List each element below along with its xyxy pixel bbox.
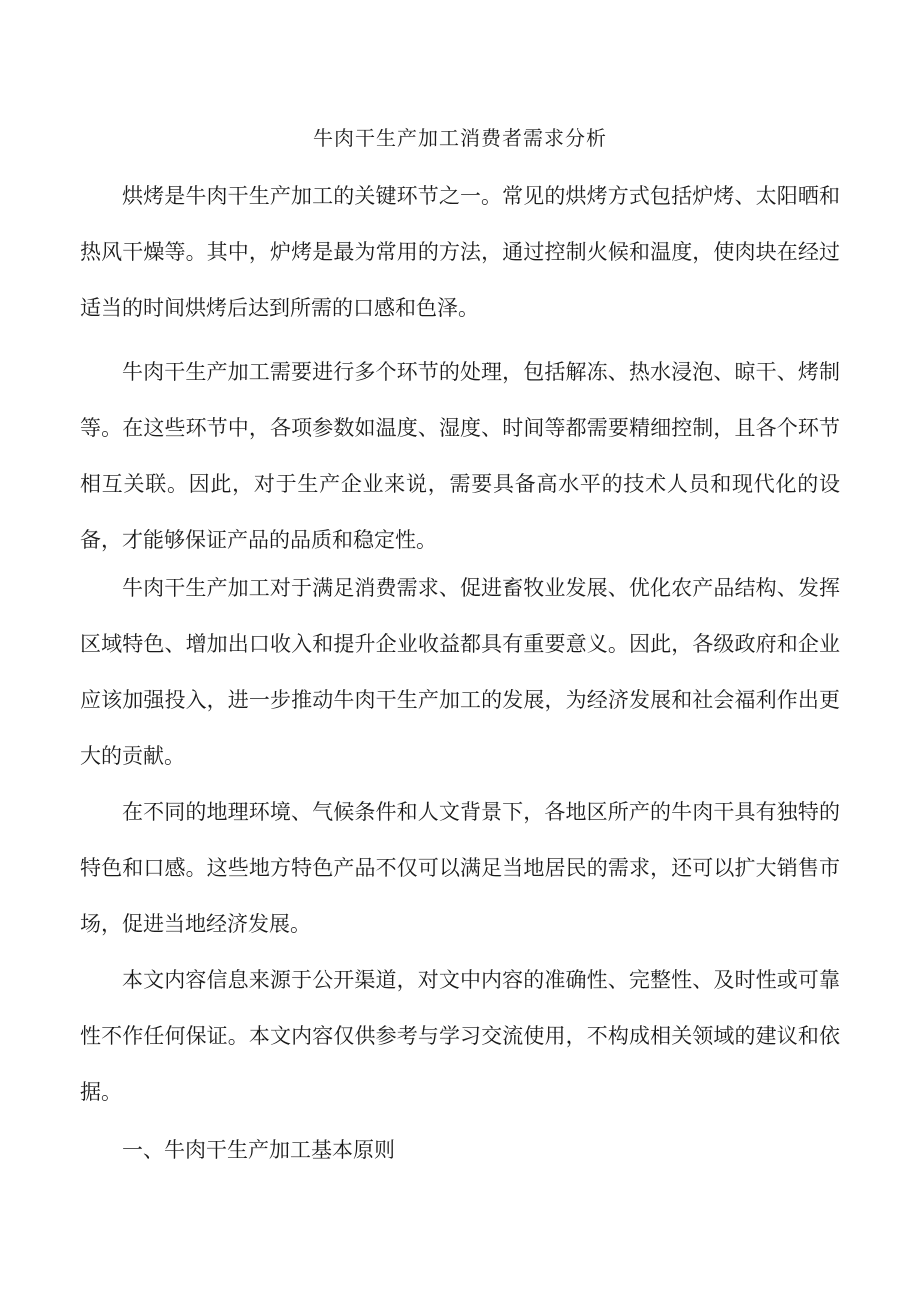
paragraph-processing-steps: 牛肉干生产加工需要进行多个环节的处理，包括解冻、热水浸泡、晾干、烤制等。在这些环节中，各项参数如温度、湿度、时间等都需要精细控制，且各个环节相互关联。因此，对于生产企业来说，需要具备高水平的技术人员和现代化的设备，才能够保证产品的品质和稳定性。 xyxy=(80,360,840,552)
paragraph-regional-features: 在不同的地理环境、气候条件和人文背景下，各地区所产的牛肉干具有独特的特色和口感。这些地方特色产品不仅可以满足当地居民的需求，还可以扩大销售市场，促进当地经济发展。 xyxy=(80,800,840,936)
paragraph-disclaimer: 本文内容信息来源于公开渠道，对文中内容的准确性、完整性、及时性或可靠性不作任何保证。本文内容仅供参考与学习交流使用，不构成相关领域的建议和依据。 xyxy=(80,968,840,1104)
paragraph-significance: 牛肉干生产加工对于满足消费需求、促进畜牧业发展、优化农产品结构、发挥区域特色、增加出口收入和提升企业收益都具有重要意义。因此，各级政府和企业应该加强投入，进一步推动牛肉干生产加工的发展，为经济发展和社会福利作出更大的贡献。 xyxy=(80,576,840,768)
document-title: 牛肉干生产加工消费者需求分析 xyxy=(313,126,607,150)
paragraph-baking: 烘烤是牛肉干生产加工的关键环节之一。常见的烘烤方式包括炉烤、太阳晒和热风干燥等。其中，炉烤是最为常用的方法，通过控制火候和温度，使肉块在经过适当的时间烘烤后达到所需的口感和色泽。 xyxy=(80,184,840,320)
section-heading: 一、牛肉干生产加工基本原则 xyxy=(122,1138,395,1162)
